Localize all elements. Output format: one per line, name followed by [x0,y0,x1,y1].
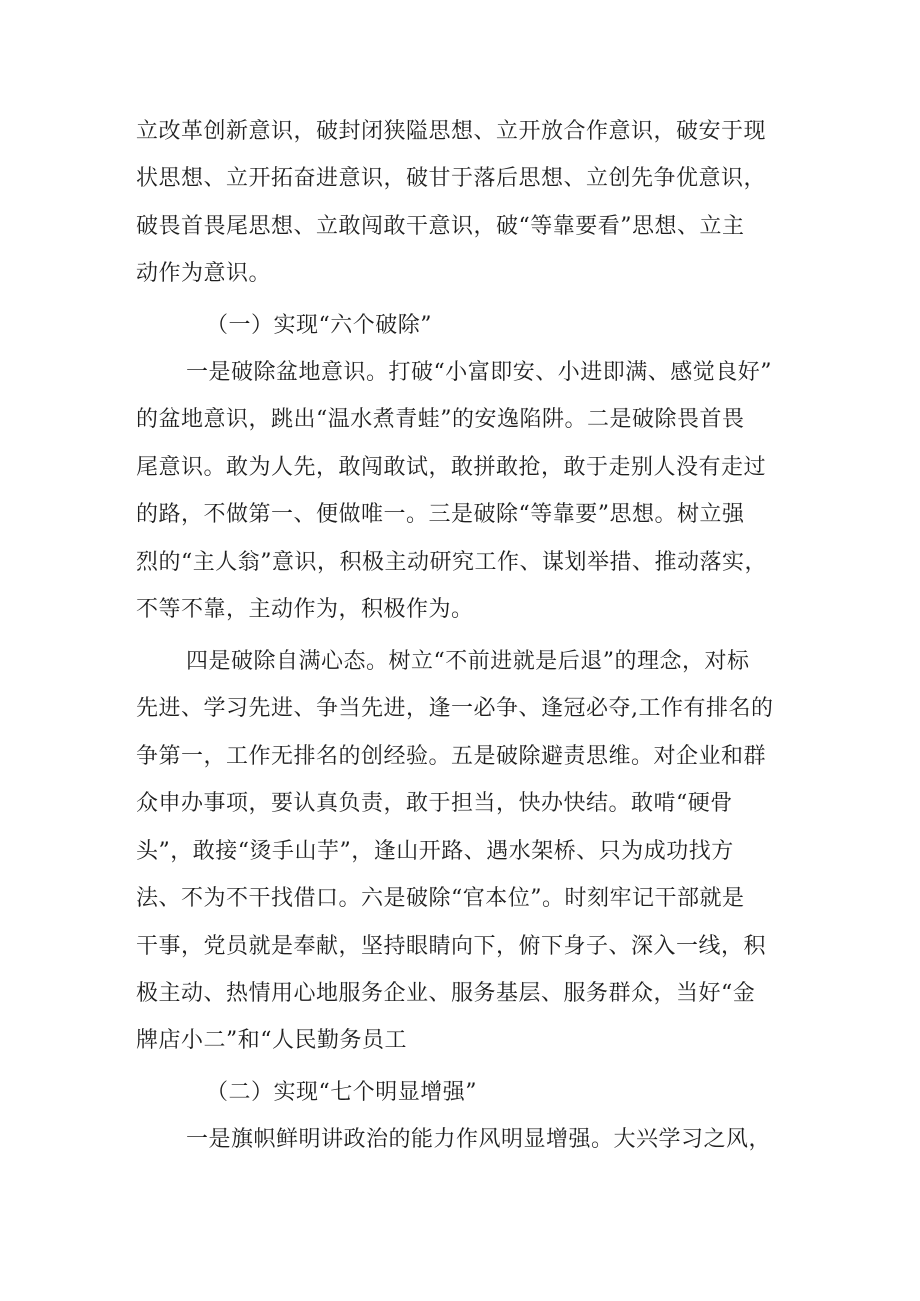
text-line: 牌店小二”和“人民勤务员工 [136,1028,407,1053]
text-line: 立改革创新意识，破封闭狭隘思想、立开放合作意识，破安于现 [136,119,767,144]
text-line: 的盆地意识，跳出“温水煮青蛙”的安逸陷阱。二是破除畏首畏 [136,407,745,432]
text-line: 先进、学习先进、争当先进，逢一必争、逢冠必夺,工作有排名的 [136,696,774,721]
paragraph-first-line: 四是破除自满心态。树立“不前进就是后退”的理念，对标 [186,649,750,674]
text-line: 干事，党员就是奉献，坚持眼睛向下，俯下身子、深入一线，积 [136,934,767,959]
text-line: 烈的“主人翁”意识，积极主动研究工作、谋划举措、推动落实， [136,550,767,575]
text-line: 动作为意识。 [136,261,272,286]
text-line: 众申办事项，要认真负责，敢于担当，快办快结。敢啃“硬骨 [136,791,733,816]
text-line: 的路，不做第一、便做唯一。三是破除“等靠要”思想。树立强 [136,502,745,527]
text-line: 尾意识。敢为人先，敢闯敢试，敢拼敢抢，敢于走别人没有走过 [136,455,767,480]
text-line: 头”，敢接“烫手山芋”，逢山开路、遇水架桥、只为成功找方 [136,839,734,864]
paragraph-first-line: 一是旗帜鲜明讲政治的能力作风明显增强。大兴学习之风， [186,1127,772,1152]
section-heading: （二）实现“七个明显增强” [206,1080,477,1105]
text-line: 极主动、热情用心地服务企业、服务基层、服务群众，当好“金 [136,981,756,1006]
text-line: 不等不靠，主动作为，积极作为。 [136,597,474,622]
text-line: 破畏首畏尾思想、立敢闯敢干意识，破“等靠要看”思想、立主 [136,214,745,239]
paragraph-first-line: 一是破除盆地意识。打破“小富即安、小进即满、感觉良好” [186,360,772,385]
text-line: 争第一，工作无排名的创经验。五是破除避责思维。对企业和群 [136,744,767,769]
text-line: 法、不为不干找借口。六是破除“官本位”。时刻牢记干部就是 [136,886,745,911]
section-heading: （一）实现“六个破除” [206,313,432,338]
text-line: 状思想、立开拓奋进意识，破甘于落后思想、立创先争优意识， [136,166,767,191]
